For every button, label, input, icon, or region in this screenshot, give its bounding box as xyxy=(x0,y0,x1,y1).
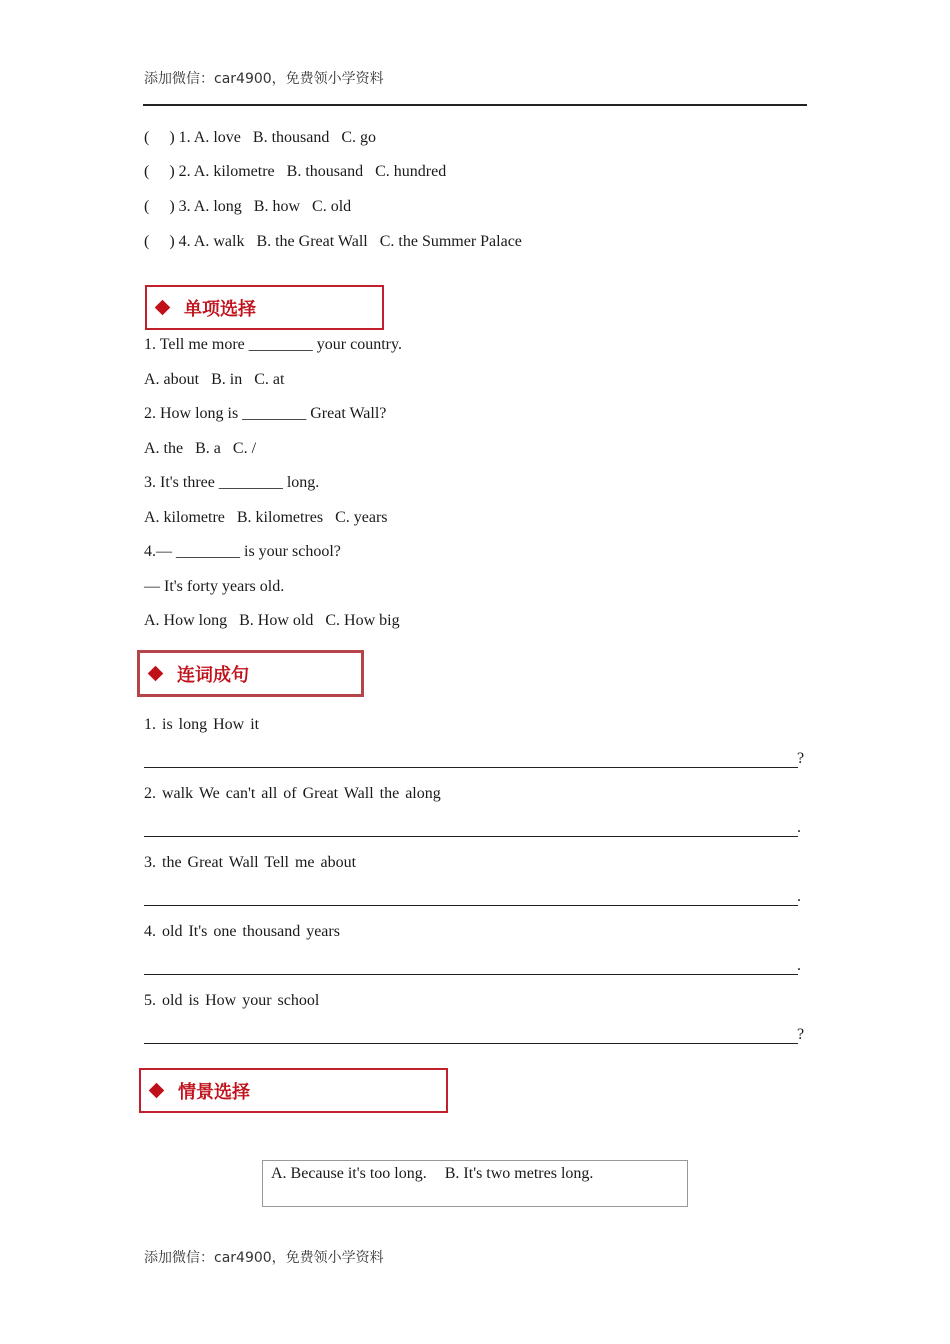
sentence-words-1: 1. is long How it xyxy=(144,716,260,733)
single-choice-options-3 xyxy=(144,508,388,528)
section-title: 连词成句 xyxy=(177,664,249,686)
option-b: B. kilometres xyxy=(236,509,324,526)
option-c: C. How big xyxy=(325,612,400,629)
option-a: A. kilometre xyxy=(193,163,275,180)
option-c: C. old xyxy=(312,198,352,215)
answer-line-5[interactable] xyxy=(144,1043,798,1044)
single-choice-options-1 xyxy=(144,370,284,390)
single-choice-options-2 xyxy=(144,439,256,459)
section-header-situation xyxy=(139,1068,448,1113)
answer-end-mark-2: . xyxy=(797,819,801,836)
sentence-words-4: 4. old It's one thousand years xyxy=(144,923,340,940)
single-choice-options-4 xyxy=(144,611,400,631)
pick-word-item-2 xyxy=(144,162,446,182)
answer-line-4[interactable] xyxy=(144,974,798,975)
answer-end-mark-4: . xyxy=(797,957,801,974)
diamond-icon xyxy=(148,666,164,682)
option-c: C. go xyxy=(341,129,377,146)
option-b: B. how xyxy=(253,198,301,215)
header-text: 添加微信：car4900，免费领小学资料 xyxy=(144,71,384,87)
answer-line-2[interactable] xyxy=(144,836,798,837)
pick-word-item-4 xyxy=(144,232,522,252)
option-b: B. How old xyxy=(239,612,314,629)
option-a: A. about xyxy=(144,371,200,388)
answer-line-3[interactable] xyxy=(144,905,798,906)
single-choice-question-4: 4.— ________ is your school? xyxy=(144,543,341,560)
question-number: 2. xyxy=(178,163,191,180)
option-b: B. thousand xyxy=(252,129,330,146)
diamond-icon xyxy=(149,1083,165,1099)
option-c: C. / xyxy=(232,440,257,457)
pick-word-item-1 xyxy=(144,128,376,148)
answer-bracket[interactable]: ( ) xyxy=(144,198,175,215)
answer-end-mark-1: ? xyxy=(797,750,805,767)
sentence-words-5: 5. old is How your school xyxy=(144,992,320,1009)
single-choice-question-3: 3. It's three ________ long. xyxy=(144,474,320,491)
answer-bracket[interactable]: ( ) xyxy=(144,233,175,250)
option-b: B. a xyxy=(195,440,221,457)
answer-line-1[interactable] xyxy=(144,767,798,768)
answer-end-mark-3: . xyxy=(797,888,801,905)
section-title: 情景选择 xyxy=(178,1081,250,1103)
answer-bracket[interactable]: ( ) xyxy=(144,129,175,146)
option-b: B. thousand xyxy=(286,163,364,180)
footer-text: 添加微信：car4900，免费领小学资料 xyxy=(144,1250,384,1266)
section-header-sentences xyxy=(137,650,364,697)
situation-option-b: B. It's two metres long. xyxy=(444,1165,594,1182)
section-header-single-choice xyxy=(145,285,384,330)
single-choice-question-1: 1. Tell me more ________ your country. xyxy=(144,336,402,353)
situation-option-a: A. Because it's too long. xyxy=(271,1165,427,1182)
sentence-words-2: 2. walk We can't all of Great Wall the along xyxy=(144,785,441,802)
option-c: C. the Summer Palace xyxy=(379,233,522,250)
sentence-words-3: 3. the Great Wall Tell me about xyxy=(144,854,357,871)
option-b: B. in xyxy=(211,371,243,388)
option-c: C. at xyxy=(254,371,285,388)
option-a: A. How long xyxy=(144,612,228,629)
option-b: B. the Great Wall xyxy=(256,233,368,250)
header-divider xyxy=(143,104,807,106)
situation-options-box xyxy=(262,1160,688,1207)
diamond-icon xyxy=(155,300,171,316)
question-number: 3. xyxy=(178,198,191,215)
option-c: C. years xyxy=(335,509,388,526)
question-number: 1. xyxy=(178,129,191,146)
single-choice-question-4-reply: — It's forty years old. xyxy=(144,578,285,595)
answer-end-mark-5: ? xyxy=(797,1026,805,1043)
option-a: A. kilometre xyxy=(144,509,225,526)
answer-bracket[interactable]: ( ) xyxy=(144,163,175,180)
single-choice-question-2: 2. How long is ________ Great Wall? xyxy=(144,405,387,422)
option-a: A. long xyxy=(193,198,242,215)
option-a: A. love xyxy=(193,129,241,146)
pick-word-item-3 xyxy=(144,197,351,217)
option-a: A. the xyxy=(144,440,184,457)
section-title: 单项选择 xyxy=(184,298,256,320)
option-c: C. hundred xyxy=(375,163,447,180)
question-number: 4. xyxy=(178,233,191,250)
option-a: A. walk xyxy=(193,233,245,250)
